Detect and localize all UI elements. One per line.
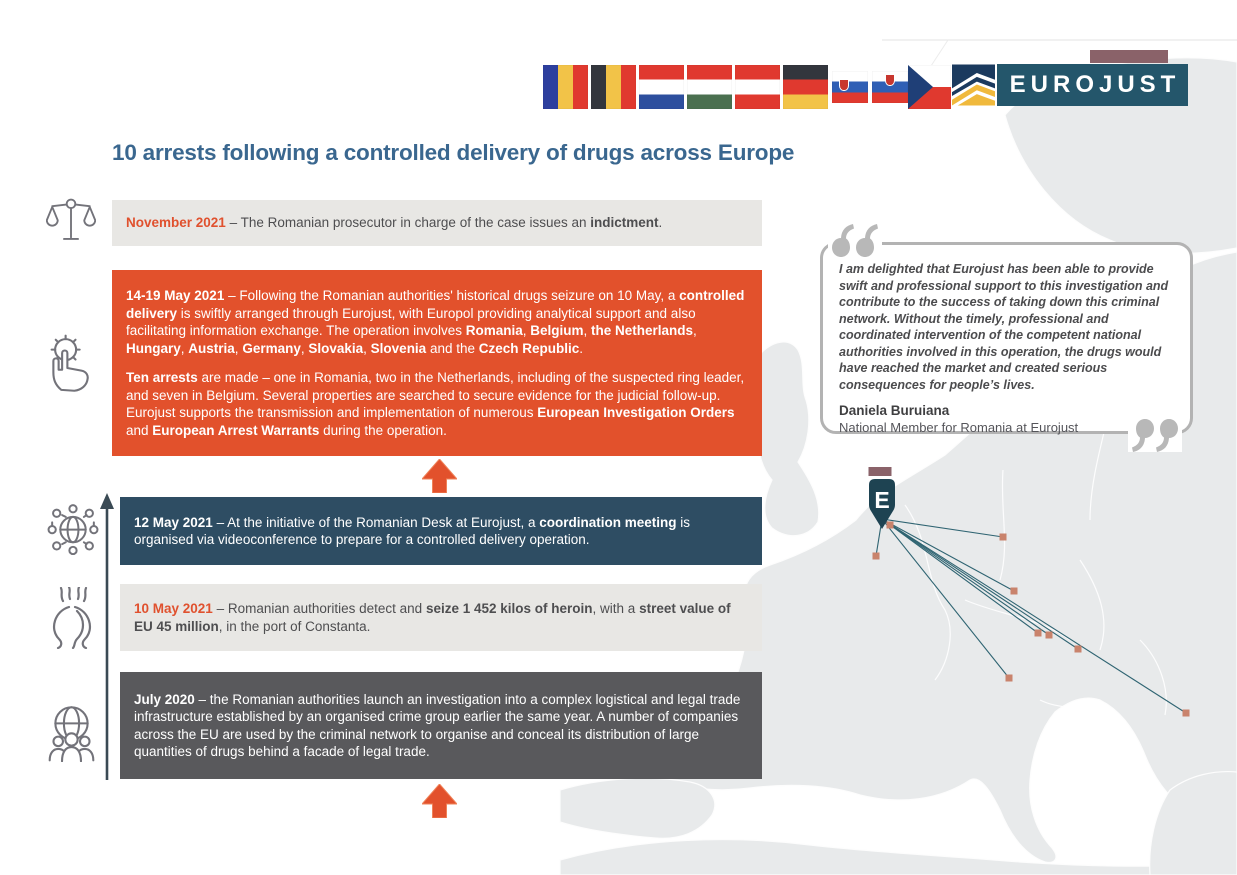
timeline-item-indictment <box>112 200 762 246</box>
flag-belgium <box>591 65 636 109</box>
quote-box <box>820 242 1193 434</box>
quote-text: I am delighted that Eurojust has been able to provide swift and professional support to this investigation and contribute to the success of taking down this criminal network. Without the timely, professional and coordinated intervention of the competent national authorities involved in this operation, the drugs would have reached the market and created serious consequences for people’s lives. <box>839 262 1169 392</box>
flag-coat-of-arms <box>839 79 849 91</box>
location-marker <box>1011 588 1018 595</box>
location-marker <box>1000 534 1007 541</box>
logo-accent-bar <box>1090 50 1168 63</box>
network-globe-icon <box>44 502 102 559</box>
flag-hungary <box>687 65 732 109</box>
location-marker <box>887 522 894 529</box>
flag-coat-of-arms <box>885 74 895 86</box>
map-land-africa <box>560 840 1237 875</box>
timeline-item-controlled-delivery <box>112 270 762 456</box>
timeline-text: Ten arrests are made – one in Romania, two in the Netherlands, including of the suspected ring leader, and seven in Belgium. Several properties are searched to secure evidence for the judicial follow-up. Eurojust supports the transmission and implementation of numerous European Investigation Orders and European Arrest Warrants during the operation. <box>126 370 745 438</box>
flag-netherlands <box>639 65 684 109</box>
scales-of-justice-icon <box>46 197 96 245</box>
up-arrow-icon <box>422 459 457 493</box>
poppy-pod-icon <box>47 587 97 649</box>
location-marker <box>1183 710 1190 717</box>
location-marker <box>1035 630 1042 637</box>
eurojust-wordmark: EUROJUST <box>1009 71 1181 98</box>
flag-triangle <box>908 65 933 109</box>
timeline-text: 10 May 2021 – Romanian authorities detect and seize 1 452 kilos of heroin, with a street value of EU 45 million, in the port of Constanta. <box>134 601 731 634</box>
location-marker <box>873 553 880 560</box>
hand-pressing-gear-icon <box>42 330 98 392</box>
location-marker <box>1006 675 1013 682</box>
map-land-britain <box>754 342 819 536</box>
flag-germany <box>783 65 828 109</box>
open-quote-icon <box>828 224 882 258</box>
quote-author-role: National Member for Romania at Eurojust <box>839 420 1079 435</box>
up-arrow-icon <box>422 784 457 818</box>
flag-slovakia <box>832 71 868 103</box>
timeline-text: 14-19 May 2021 – Following the Romanian authorities' historical drugs seizure on 10 May, a controlled delivery is swiftly arranged through Eurojust, with Europol providing analytical support and also facilitating information exchange. The operation involves Romania, Belgium, the Netherlands, Hungary, Austria, Germany, Slovakia, Slovenia and the Czech Republic. <box>126 288 745 356</box>
timeline-item-coordination-meeting <box>120 497 762 565</box>
location-marker <box>1075 646 1082 653</box>
flag-romania <box>543 65 588 109</box>
timeline-text: November 2021 – The Romanian prosecutor in charge of the case issues an indictment. <box>126 215 663 231</box>
timeline-item-investigation-launch <box>120 672 762 779</box>
eurojust-emblem-icon <box>952 64 995 106</box>
flag-slovenia <box>872 71 908 103</box>
timeline-text: July 2020 – the Romanian authorities launch an investigation into a complex logistical and legal trade infrastructure established by an organised crime group earlier the same year. A number of companies across the EU are used by the criminal network to organise and conceal its distribution of large quantities of drugs behind a facade of legal trade. <box>134 691 741 759</box>
globe-people-icon <box>44 698 99 762</box>
flag-czech-republic <box>908 65 951 109</box>
flag-austria <box>735 65 780 109</box>
pin-letter: E <box>874 487 890 513</box>
eurojust-logo <box>997 64 1188 106</box>
map-land-spain <box>560 778 715 838</box>
timeline-text: 12 May 2021 – At the initiative of the Romanian Desk at Eurojust, a coordination meeting is organised via videoconference to prepare for a controlled delivery operation. <box>134 514 691 547</box>
page-title: 10 arrests following a controlled delivery of drugs across Europe <box>112 140 795 165</box>
close-quote-icon <box>1128 418 1182 452</box>
timeline-item-heroin-seizure <box>120 584 762 651</box>
quote-author: Daniela Buruiana <box>839 403 950 418</box>
location-marker <box>1046 632 1053 639</box>
